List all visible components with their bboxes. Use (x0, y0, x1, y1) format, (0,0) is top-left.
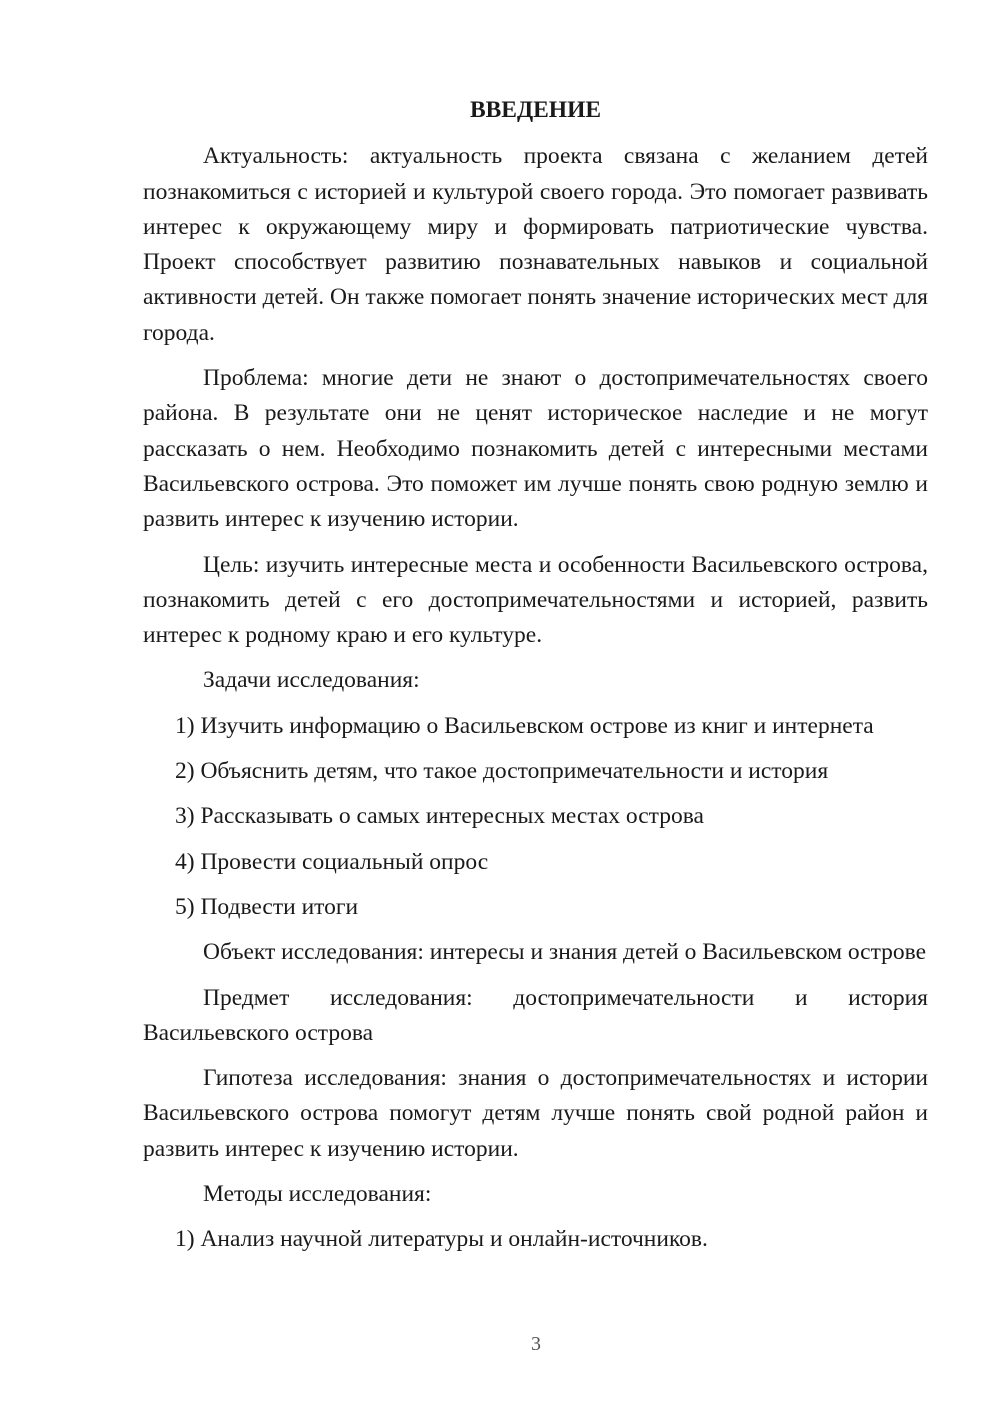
section-heading: ВВЕДЕНИЕ (469, 97, 602, 123)
problem-paragraph: Проблема: многие дети не знают о достопримечательностях своего района. В результате они не ценят историческое наследие и не могут рассказать о нем. Необходимо познакомить детей с интересными местами Васильевского острова. Это поможет им лучше понять свою родную землю и развить интерес к изучению истории. (143, 365, 928, 533)
object-paragraph: Объект исследования: интересы и знания детей о Васильевском острове (203, 939, 927, 966)
page-content (143, 93, 928, 1268)
list-item: 1) Изучить информацию о Васильевском острове из книг и интернета (175, 712, 874, 739)
page-number: 3 (531, 1333, 541, 1355)
tasks-list (143, 709, 928, 925)
tasks-label: Задачи исследования: (203, 667, 420, 694)
hypothesis-paragraph: Гипотеза исследования: знания о достопримечательностях и истории Васильевского острова помогут детям лучше понять свой родной район и развить интерес к изучению истории. (143, 1065, 928, 1162)
goal-paragraph: Цель: изучить интересные места и особенности Васильевского острова, познакомить детей с его достопримечательностями и историей, развить интерес к родному краю и его культуре. (143, 551, 928, 649)
methods-list (143, 1222, 928, 1257)
list-item: 1) Анализ научной литературы и онлайн-источников. (175, 1226, 708, 1253)
list-item: 2) Объяснить детям, что такое достопримечательности и история (175, 758, 829, 785)
list-item: 4) Провести социальный опрос (175, 848, 489, 875)
list-item: 3) Рассказывать о самых интересных местах острова (175, 803, 704, 830)
methods-label: Методы исследования: (203, 1181, 432, 1208)
subject-paragraph: Предмет исследования: достопримечательности и история Васильевского острова (143, 984, 928, 1046)
relevance-paragraph: Актуальность: актуальность проекта связана с желанием детей познакомиться с историей и культурой своего города. Это помогает развивать интерес к окружающему миру и формировать патриотические чувства. Проект способствует развитию познавательных навыков и социальной активности детей. Он также помогает понять значение исторических мест для города. (143, 143, 928, 346)
list-item: 5) Подвести итоги (175, 893, 359, 920)
